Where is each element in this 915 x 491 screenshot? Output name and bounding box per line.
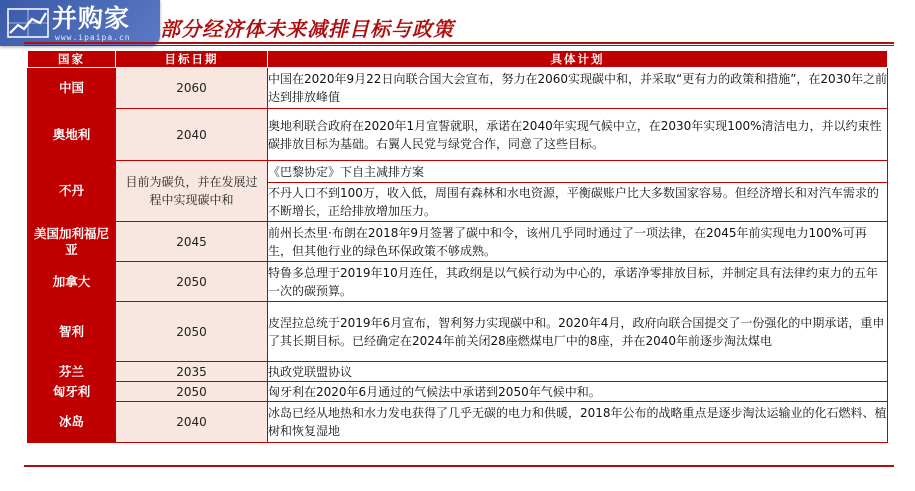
title-rule: [24, 42, 894, 44]
plan-cell: [268, 161, 888, 222]
header-target-date: 目标日期: [116, 51, 268, 68]
header-country: 国家: [28, 51, 116, 68]
country-cell: 智利: [28, 302, 116, 362]
country-cell: 中国: [28, 68, 116, 109]
plan-cell: 皮涅拉总统于2019年6月宣布，智利努力实现碳中和。2020年4月，政府向联合国提交了一份强化的中期承诺，重申了其长期目标。已经确定在2024年前关闭28座燃煤电厂中的8座，并在2040年前逐步淘汰煤电: [268, 302, 888, 362]
table-row: [28, 109, 888, 161]
table-row: [28, 68, 888, 109]
plan-line: 不丹人口不到100万，收入低，周围有森林和水电资源，平衡碳账户比大多数国家容易。但经济增长和对汽车需求的不断增长，正给排放增加压力。: [268, 185, 879, 218]
date-cell: 2045: [116, 222, 268, 262]
bottom-rule: [24, 465, 894, 467]
header-plan: 具体计划: [268, 51, 888, 68]
plan-cell: 特鲁多总理于2019年10月连任，其政纲是以气候行动为中心的，承诺净零排放目标，并制定具有法律约束力的五年一次的碳预算。: [268, 262, 888, 302]
plan-cell: 奥地利联合政府在2020年1月宣誓就职，承诺在2040年实现气候中立，在2030年实现100%清洁电力，并以约束性碳排放目标为基础。右翼人民党与绿党合作，同意了这些目标。: [268, 109, 888, 161]
plan-cell: 执政党联盟协议: [268, 362, 888, 382]
country-cell: 奥地利: [28, 109, 116, 161]
date-cell: 2040: [116, 109, 268, 161]
logo-name: 并购家: [52, 4, 131, 33]
date-cell: 2050: [116, 302, 268, 362]
date-cell: 2060: [116, 68, 268, 109]
date-cell: 2050: [116, 382, 268, 402]
date-note: 目前为碳负，并在发展过程中实现碳中和: [125, 175, 258, 207]
table-row: [28, 402, 888, 443]
table-header-row: [28, 51, 888, 68]
title-rule-thin: [24, 45, 894, 46]
chart-logo-icon: [6, 7, 50, 39]
country-cell: 加拿大: [28, 262, 116, 302]
date-cell: 2040: [116, 402, 268, 443]
country-cell: 冰岛: [28, 402, 116, 443]
plan-cell: 冰岛已经从地热和水力发电获得了几乎无碳的电力和供暖，2018年公布的战略重点是逐步淘汰运输业的化石燃料、植树和恢复湿地: [268, 402, 888, 443]
plan-cell: 中国在2020年9月22日向联合国大会宣布，努力在2060实现碳中和，并采取“更有力的政策和措施”，在2030年之前达到排放峰值: [268, 68, 888, 109]
page-title: 部分经济体未来减排目标与政策: [160, 17, 454, 41]
logo: [0, 0, 160, 46]
plan-cell: 匈牙利在2020年6月通过的气候法中承诺到2050年气候中和。: [268, 382, 888, 402]
policy-table: [27, 50, 888, 443]
table-row: [28, 222, 888, 262]
country-cell: 匈牙利: [28, 382, 116, 402]
date-cell: 2035: [116, 362, 268, 382]
table-row: [28, 262, 888, 302]
table-row: [28, 302, 888, 362]
table-row: [28, 161, 888, 222]
date-cell: 2050: [116, 262, 268, 302]
country-cell: 美国加利福尼亚: [28, 222, 116, 262]
logo-url: www.ipaipa.cn: [55, 33, 131, 42]
table-row: [28, 362, 888, 382]
country-cell: 不丹: [28, 161, 116, 222]
plan-cell: 前州长杰里·布朗在2018年9月签署了碳中和令，该州几乎同时通过了一项法律，在2045年前实现电力100%可再生，但其他行业的绿色环保政策不够成熟。: [268, 222, 888, 262]
country-cell: 芬兰: [28, 362, 116, 382]
table-row: [28, 382, 888, 402]
plan-line: 《巴黎协定》下自主减排方案: [268, 162, 887, 183]
date-cell: [116, 161, 268, 222]
